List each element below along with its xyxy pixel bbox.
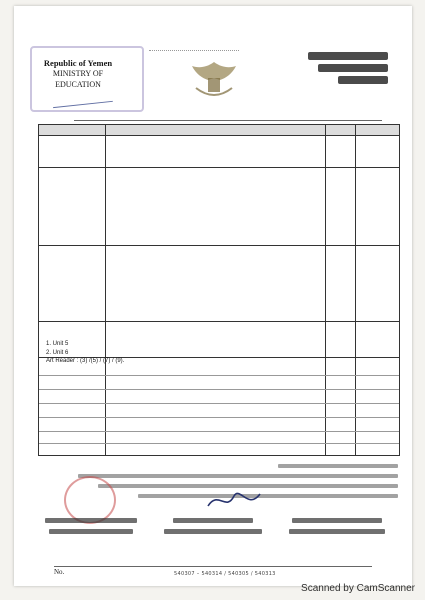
arabic-letterhead-line [308,52,388,60]
row-divider [39,403,399,404]
row-divider [39,417,399,418]
signatory-name [292,518,382,523]
table-header-row [39,125,399,136]
english-letterhead [36,58,120,91]
document-page [14,6,412,586]
row-divider [39,389,399,390]
row-divider [39,321,399,322]
signatory-left [36,512,146,554]
signatory-title [164,529,262,534]
english-topic-unit5: 1. Unit 5 [46,341,69,347]
arabic-letterhead-line [318,64,388,72]
basmala-line [149,38,239,51]
row-divider [39,431,399,432]
yemen-emblem-icon [184,58,244,104]
signatory-middle [158,512,268,554]
curriculum-table [38,124,400,456]
row-divider [39,167,399,168]
column-divider [355,125,356,455]
signatory-name [173,518,253,523]
signatory-title [49,529,133,534]
letterhead-republic: Republic of Yemen [43,58,113,68]
signatory-name [45,518,137,523]
signatory-right [282,512,392,554]
letterhead-ministry: MINISTRY OF EDUCATION [52,69,104,90]
signature-icon [204,486,264,514]
row-divider [39,443,399,444]
footer-divider [54,566,372,567]
english-subject-topics [46,340,186,366]
signatory-title [289,529,385,534]
row-divider [39,375,399,376]
column-divider [325,125,326,455]
scanner-watermark: Scanned by CamScanner [301,583,415,594]
page-number-label: No. [54,568,65,576]
english-topic-unit6: 2. Unit 6 [46,349,69,356]
row-divider [39,245,399,246]
footer-phone-numbers: 540307 – 540314 / 540305 / 540313 [174,571,276,577]
notes-item [138,494,398,498]
column-divider [105,125,106,455]
notes-item [78,474,398,478]
arabic-letterhead [296,48,388,98]
arabic-letterhead-line [338,76,388,84]
notes-heading [278,464,398,468]
document-title [74,110,382,121]
english-topic-art-reader: Art Reader : (3) /(5) / (7) / (9). [46,358,125,365]
